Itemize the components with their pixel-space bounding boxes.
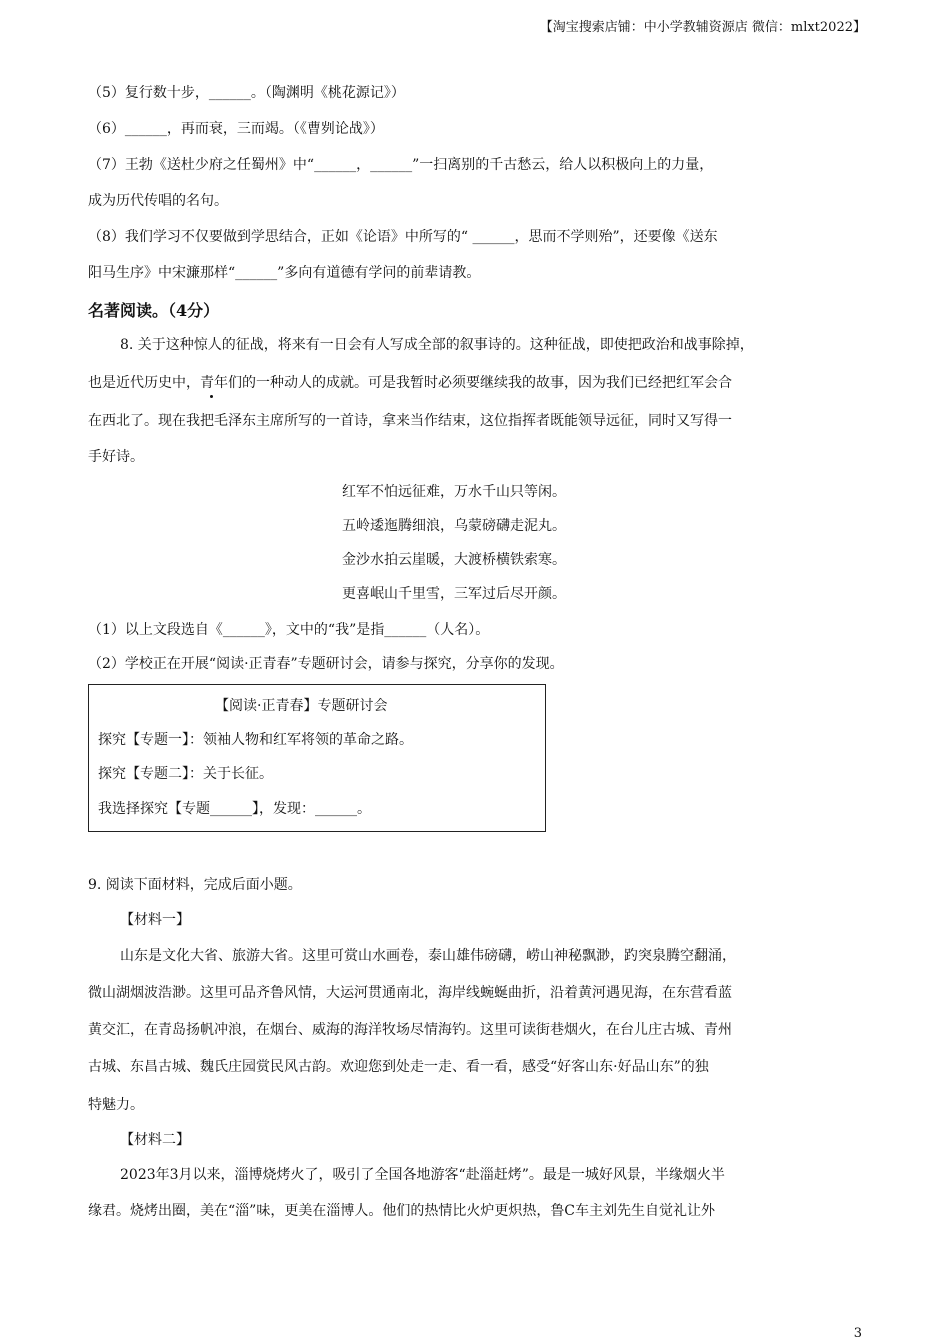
seminar-box	[88, 684, 546, 832]
material1-line: 古城、东昌古城、魏氏庄园赏民风古韵。欢迎您到处走一走、看一看，感受“好客山东·好品山东”的独	[88, 1059, 709, 1075]
recitation-q7-line1: （7）王勃《送杜少府之任蜀州》中“______，______”一扫离别的千古愁云，给人以积极向上的力量，	[88, 157, 714, 173]
recitation-q6: （6）______，再而衰，三而竭。（《曹刿论战》）	[88, 121, 384, 137]
poem-line: 金沙水拍云崖暖，大渡桥横铁索寒。	[342, 552, 566, 568]
passage-line: 手好诗。	[88, 449, 144, 465]
passage-line: 8. 关于这种惊人的征战，将来有一日会有人写成全部的叙事诗的。这种征战，即使把政治和战事除掉，	[120, 337, 754, 353]
q9-intro: 9. 阅读下面材料，完成后面小题。	[88, 877, 302, 893]
material1-line: 山东是文化大省、旅游大省。这里可赏山水画卷，泰山雄伟磅礴，崂山神秘飘渺，趵突泉腾空翻涌，	[120, 948, 736, 964]
page-number: 3	[853, 1326, 862, 1341]
recitation-q8-line1: （8）我们学习不仅要做到学思结合，正如《论语》中所写的“ ______，思而不学则殆”，还要像《送东	[88, 229, 718, 245]
passage-line: 在西北了。现在我把毛泽东主席所写的一首诗，拿来当作结束，这位指挥者既能领导远征，同时又写得一	[88, 413, 732, 429]
material1-line: 微山湖烟波浩渺。这里可品齐鲁风情，大运河贯通南北，海岸线蜿蜒曲折，沿着黄河遇见海，在东营看蓝	[88, 985, 732, 1001]
material1-line: 黄交汇，在青岛扬帆冲浪，在烟台、威海的海洋牧场尽情海钓。这里可读街巷烟火，在台儿庄古城、青州	[88, 1022, 732, 1038]
material2-line: 2023年3月以来，淄博烧烤火了，吸引了全国各地游客“赴淄赶烤”。最是一城好风景，半缘烟火半	[120, 1167, 725, 1183]
recitation-q5: （5）复行数十步，______。（陶渊明《桃花源记》）	[88, 85, 405, 101]
material2-label: 【材料二】	[120, 1132, 190, 1148]
emphasis-dot	[210, 395, 213, 398]
classics-sub2: （2）学校正在开展“阅读·正青春”专题研讨会，请参与探究，分享你的发现。	[88, 656, 564, 672]
classics-heading: 名著阅读。（4分）	[88, 301, 220, 320]
material1-label: 【材料一】	[120, 912, 190, 928]
recitation-q8-line2: 阳马生序》中宋濂那样“______”多向有道德有学问的前辈请教。	[88, 265, 481, 281]
material2-line: 缘君。烧烤出圈，美在“淄”味，更美在淄博人。他们的热情比火炉更炽热，鲁C车主刘先生自觉礼让外	[88, 1203, 716, 1219]
poem-line: 五岭逶迤腾细浪，乌蒙磅礴走泥丸。	[342, 518, 566, 534]
material1-line: 特魅力。	[88, 1097, 144, 1113]
poem-line: 更喜岷山千里雪，三军过后尽开颜。	[342, 586, 566, 602]
seminar-topic1: 探究【专题一】：领袖人物和红军将领的革命之路。	[98, 732, 413, 748]
seminar-title: 【阅读·正青春】专题研讨会	[215, 698, 388, 714]
header-note: 【淘宝搜索店铺：中小学教辅资源店 微信：mlxt2022】	[539, 20, 866, 35]
seminar-topic2: 探究【专题二】：关于长征。	[98, 766, 273, 782]
recitation-q7-line2: 成为历代传唱的名句。	[88, 193, 228, 209]
passage-line: 也是近代历史中，青年们的一种动人的成就。可是我暂时必须要继续我的故事，因为我们已经把红军会合	[88, 375, 732, 391]
classics-sub1: （1）以上文段选自《______》，文中的“我”是指______（人名）。	[88, 622, 490, 638]
seminar-choice: 我选择探究【专题______】，发现：______。	[98, 801, 371, 817]
poem-line: 红军不怕远征难，万水千山只等闲。	[342, 484, 566, 500]
